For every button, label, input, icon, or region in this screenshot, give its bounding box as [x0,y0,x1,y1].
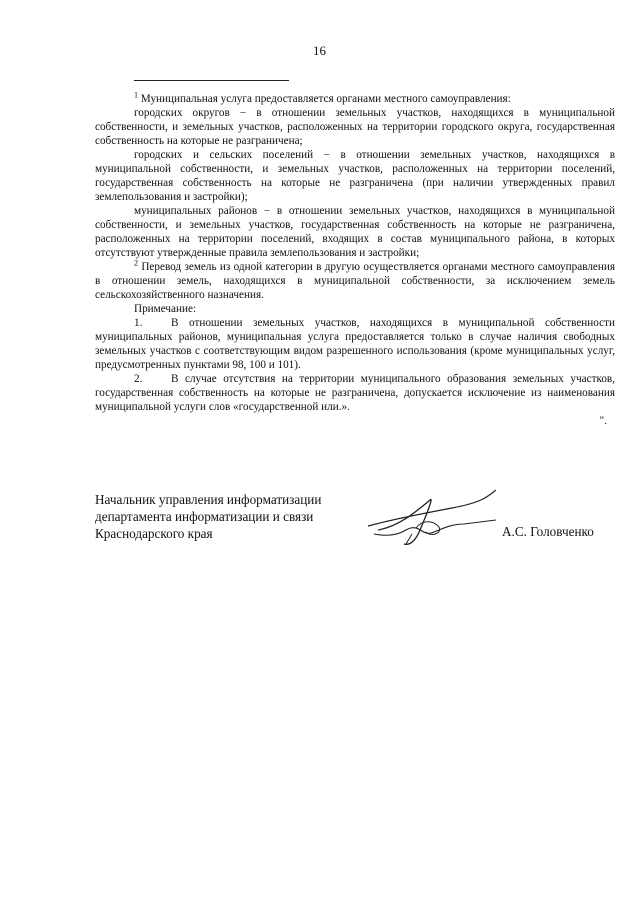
footnotes [95,92,615,428]
footnote-2 [95,260,615,302]
footnote-2-text: Перевод земель из одной категории в другую осуществляется органами местного самоуправления в отношении земель, находящихся в муниципальной собственности, за исключением земель сельскохозяйственного назначения. [95,261,615,301]
signatory-title-line-1: Начальник управления информатизации [95,492,322,507]
note-item-2-number: 2. [134,373,143,385]
page-number: 16 [313,43,326,58]
signatory-title-line-3: Краснодарского края [95,526,213,541]
footnote-1-marker: 1 [134,90,138,100]
note-item-2 [95,372,615,414]
signatory-title-line-2: департамента информатизации и связи [95,509,314,524]
footnote-1-settlements: городских и сельских поселений − в отношении земельных участков, находящихся в муниципальной собственности, и земельных участков, расположенных на территории поселений, государственная собственность на которые не разграничена (при наличии утвержденных правил землепользования и застройки); [95,149,615,203]
closing-quote: ". [599,415,607,427]
footnote-1-intro-text: Муниципальная услуга предоставляется органами местного самоуправления: [138,93,511,105]
note-item-2-text: В случае отсутствия на территории муниципального образования земельных участков, государственная собственность на которые не разграничена, допускается исключение из наименования муниципальной услуги слов «государственной или.». [95,373,615,413]
signatory-title [95,491,321,542]
footnote-separator [134,80,289,81]
footnote-2-marker: 2 [134,258,138,268]
note-item-1-number: 1. [134,317,143,329]
note-item-1 [95,316,615,372]
footnote-1-municipal-districts: муниципальных районов − в отношении земельных участков, находящихся в муниципальной собственности, и земельных участков, государственная собственность на которые не разграничена, расположенных на территории поселений, входящих в состав муниципального района, в которых отсутствуют утвержденные правила землепользования и застройки; [95,205,615,259]
signatory-name: А.С. Головченко [502,524,594,539]
footnote-1-city-districts: городских округов − в отношении земельных участков, находящихся в муниципальной собственности, и земельных участков, расположенных на территории городского округа, государственная собственность на которые не разграничена; [95,107,615,147]
note-heading: Примечание: [134,303,197,315]
note-item-1-text: В отношении земельных участков, находящихся в муниципальной собственности муниципальных районов, муниципальная услуга предоставляется только в случае наличия свободных земельных участков с соответствующим видом разрешенного использования (кроме муниципальных услуг, предусмотренных пунктами 98, 100 и 101). [95,317,615,371]
footnote-1-intro [95,92,615,106]
handwritten-signature [360,486,500,552]
